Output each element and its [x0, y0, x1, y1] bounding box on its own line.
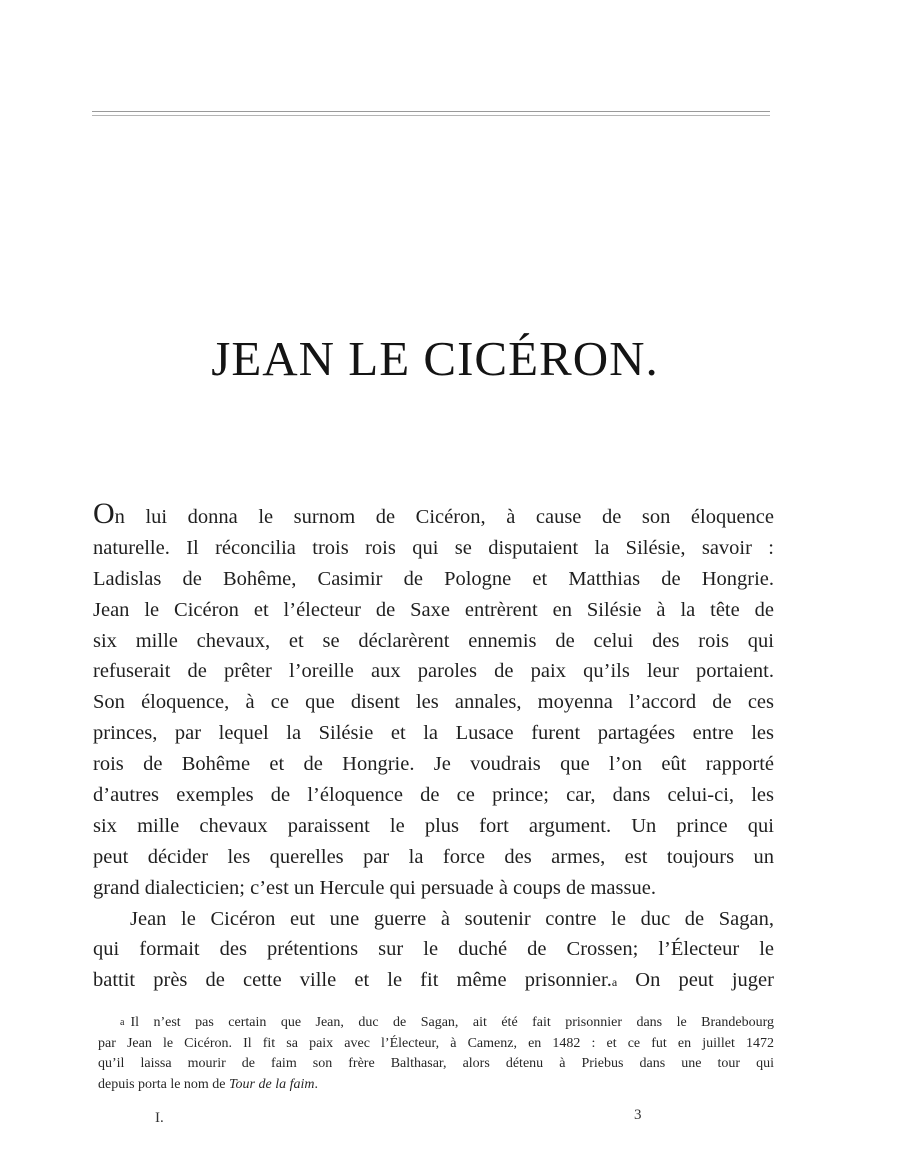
footnote-line: par Jean le Cicéron. Il fit sa paix avec l’Électeur, à Camenz, en 1482 : et ce fut en juillet 1472 [98, 1035, 774, 1051]
footnote-italic: Tour de la faim [229, 1076, 315, 1092]
page-number: 3 [634, 1107, 642, 1123]
footnote-line: $^a$ Il n’est pas certain que Jean, duc de Sagan, ait été fait prisonnier dans le Brandebourg [120, 1015, 774, 1030]
header-rule-secondary [92, 115, 770, 116]
signature-mark: I. [155, 1110, 164, 1126]
body-line: peut décider les querelles par la force des armes, est toujours un [93, 845, 774, 868]
body-line: refuserait de prêter l’oreille aux paroles de paix qu’ils leur portaient. [93, 660, 774, 683]
body-line: battit près de cette ville et le fit même prisonnier.$^a$ On peut juger [93, 969, 774, 992]
chapter-title: JEAN LE CICÉRON. [211, 331, 659, 386]
body-line: six mille chevaux, et se déclarèrent ennemis de celui des rois qui [93, 629, 774, 652]
footnote-line: qu’il laissa mourir de faim son frère Balthasar, alors détenu à Priebus dans une tour qui [98, 1056, 774, 1071]
footnote [98, 1013, 774, 1095]
body-line: d’autres exemples de l’éloquence de ce prince; car, dans celui-ci, les [93, 784, 774, 807]
body-line: Son éloquence, à ce que disent les annales, moyenna l’accord de ces [93, 691, 774, 714]
drop-cap: O [93, 497, 115, 530]
body-line: Jean le Cicéron eut une guerre à soutenir contre le duc de Sagan, [130, 907, 774, 930]
body-text [93, 497, 774, 996]
footnote-marker: a [120, 1017, 125, 1028]
body-line: six mille chevaux paraissent le plus fort argument. Un prince qui [93, 814, 774, 837]
body-line: Jean le Cicéron et l’électeur de Saxe entrèrent en Silésie à la tête de [93, 598, 774, 621]
body-line: naturelle. Il réconcilia trois rois qui se disputaient la Silésie, savoir : [93, 536, 774, 559]
body-line: rois de Bohême et de Hongrie. Je voudrais que l’on eût rapporté [93, 753, 774, 776]
footnote-reference: a [611, 975, 618, 990]
body-line: princes, par lequel la Silésie et la Lusace furent partagées entre les [93, 722, 774, 745]
footnote-line: depuis porta le nom de Tour de la faim. [98, 1076, 318, 1092]
body-line: grand dialecticien; c’est un Hercule qui persuade à coups de massue. [93, 876, 656, 899]
body-line: Ladislas de Bohême, Casimir de Pologne et Matthias de Hongrie. [93, 567, 774, 590]
header-rule [92, 111, 770, 112]
body-line: On lui donna le surnom de Cicéron, à cause de son éloquence [93, 497, 774, 530]
body-line: qui formait des prétentions sur le duché de Crossen; l’Électeur le [93, 938, 774, 961]
